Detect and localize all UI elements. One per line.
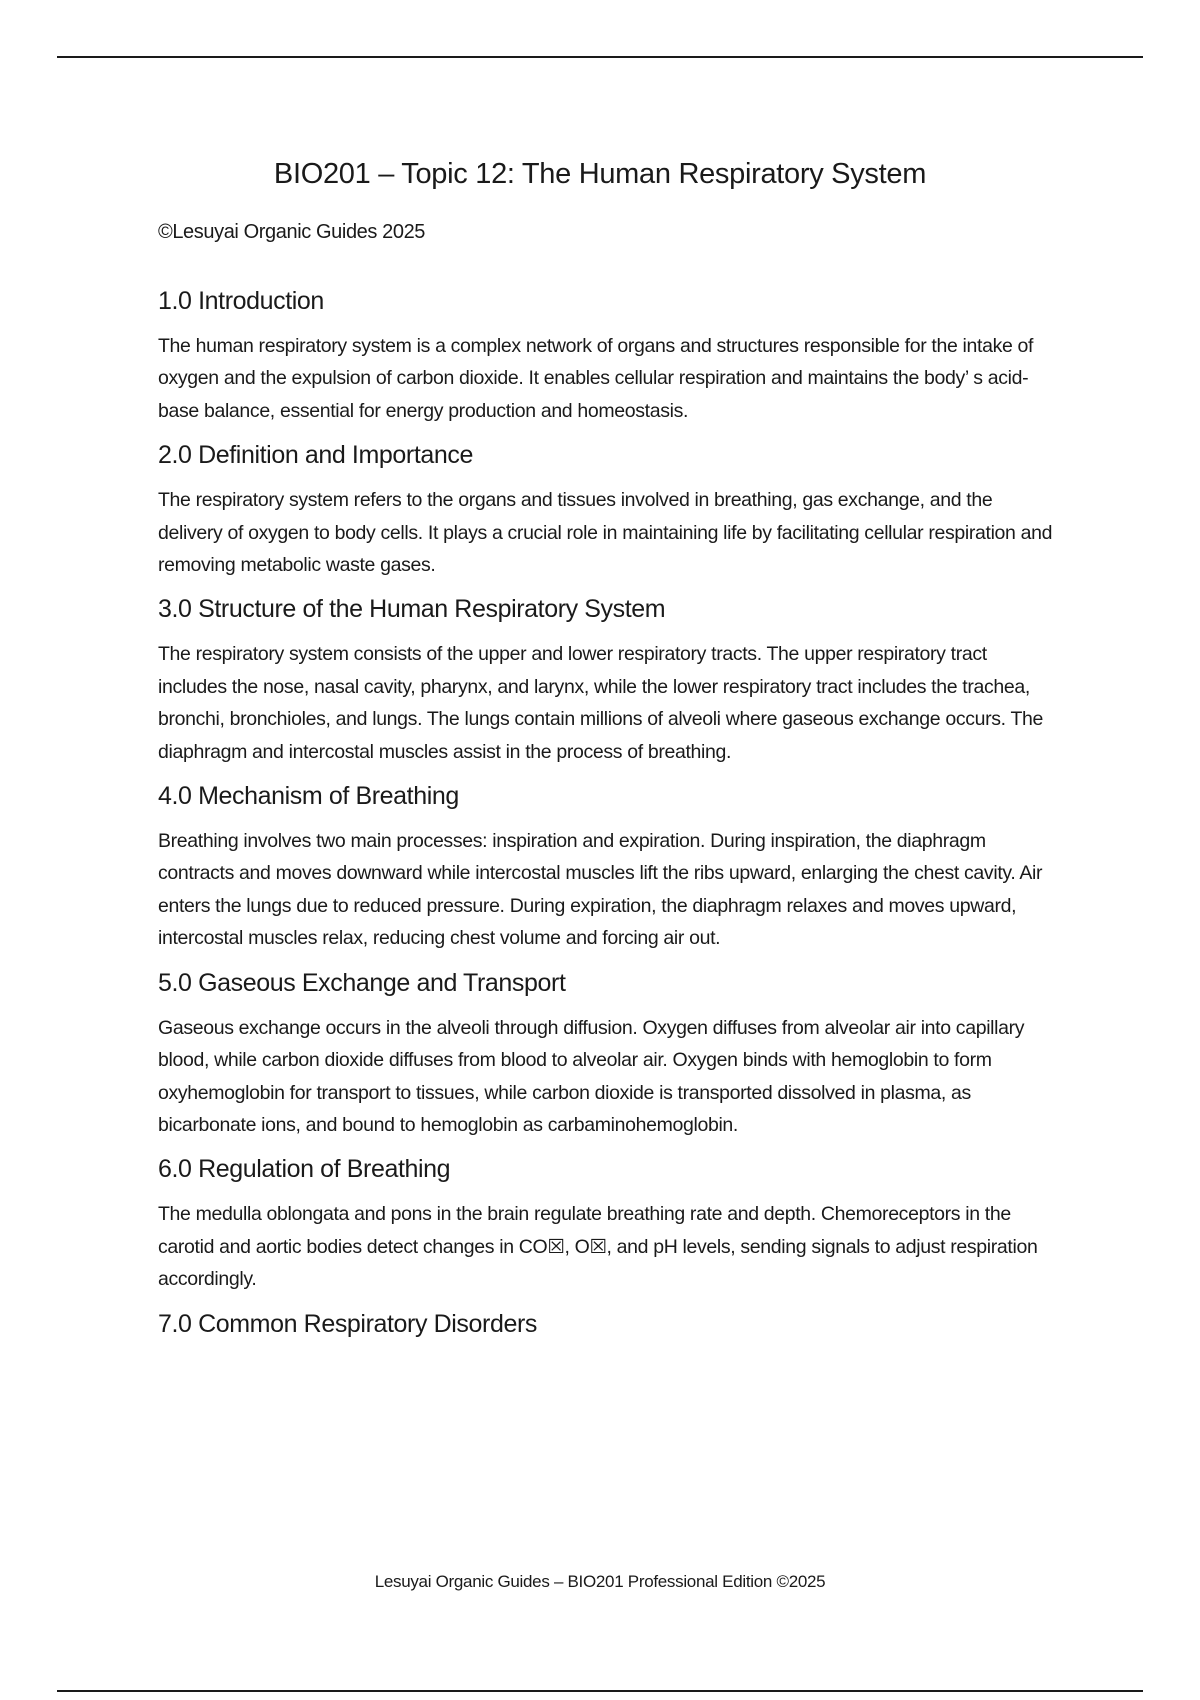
section-heading: 5.0 Gaseous Exchange and Transport [158,968,566,997]
section-introduction [158,284,1053,427]
section-body: The human respiratory system is a complex network of organs and structures responsible for the intake of oxygen and the expulsion of carbon dioxide. It enables cellular respiration and maintains the body’ s acid-base balance, essential for energy production and homeostasis. [158,335,1034,422]
section-heading: 4.0 Mechanism of Breathing [158,782,459,811]
section-disorders [158,1307,1053,1341]
section-definition [158,438,1053,581]
section-regulation [158,1152,1053,1295]
section-heading: 3.0 Structure of the Human Respiratory System [158,595,666,624]
section-gaseous-exchange [158,966,1053,1142]
section-mechanism [158,779,1053,955]
bottom-rule [57,1690,1143,1692]
section-heading: 6.0 Regulation of Breathing [158,1155,451,1184]
top-rule [57,56,1143,58]
section-body: The respiratory system consists of the upper and lower respiratory tracts. The upper respiratory tract includes the nose, nasal cavity, pharynx, and larynx, while the lower respiratory tract includes the trachea, bronchi, bronchioles, and lungs. The lungs contain millions of alveoli where gaseous exchange occurs. The diaphragm and intercostal muscles assist in the process of breathing. [158,643,1043,763]
page-title: BIO201 – Topic 12: The Human Respiratory System [273,158,927,190]
section-structure [158,592,1053,768]
section-body: Breathing involves two main processes: inspiration and expiration. During inspiration, the diaphragm contracts and moves downward while intercostal muscles lift the ribs upward, enlarging the chest cavity. Air enters the lungs due to reduced pressure. During expiration, the diaphragm relaxes and moves upward, intercostal muscles relax, reducing chest volume and forcing air out. [158,830,1043,950]
section-heading: 1.0 Introduction [158,287,324,315]
section-body: The medulla oblongata and pons in the brain regulate breathing rate and depth. Chemoreceptors in the carotid and aortic bodies detect changes in CO☒, O☒, and pH levels, sending signals to adjust respiration accordingly. [158,1203,1038,1291]
page-footer: Lesuyai Organic Guides – BIO201 Professional Edition ©2025 [374,1572,826,1591]
copyright-line: ©Lesuyai Organic Guides 2025 [158,221,426,243]
section-heading: 7.0 Common Respiratory Disorders [158,1309,537,1338]
section-body: Gaseous exchange occurs in the alveoli through diffusion. Oxygen diffuses from alveolar air into capillary blood, while carbon dioxide diffuses from blood to alveolar air. Oxygen binds with hemoglobin to form oxyhemoglobin for transport to tissues, while carbon dioxide is transported dissolved in plasma, as bicarbonate ions, and bound to hemoglobin as carbaminohemoglobin. [158,1016,1025,1136]
section-heading: 2.0 Definition and Importance [158,441,473,470]
section-body: The respiratory system refers to the organs and tissues involved in breathing, gas exchange, and the delivery of oxygen to body cells. It plays a crucial role in maintaining life by facilitating cellular respiration and removing metabolic waste gases. [158,489,1053,577]
document-content [158,284,1053,1353]
